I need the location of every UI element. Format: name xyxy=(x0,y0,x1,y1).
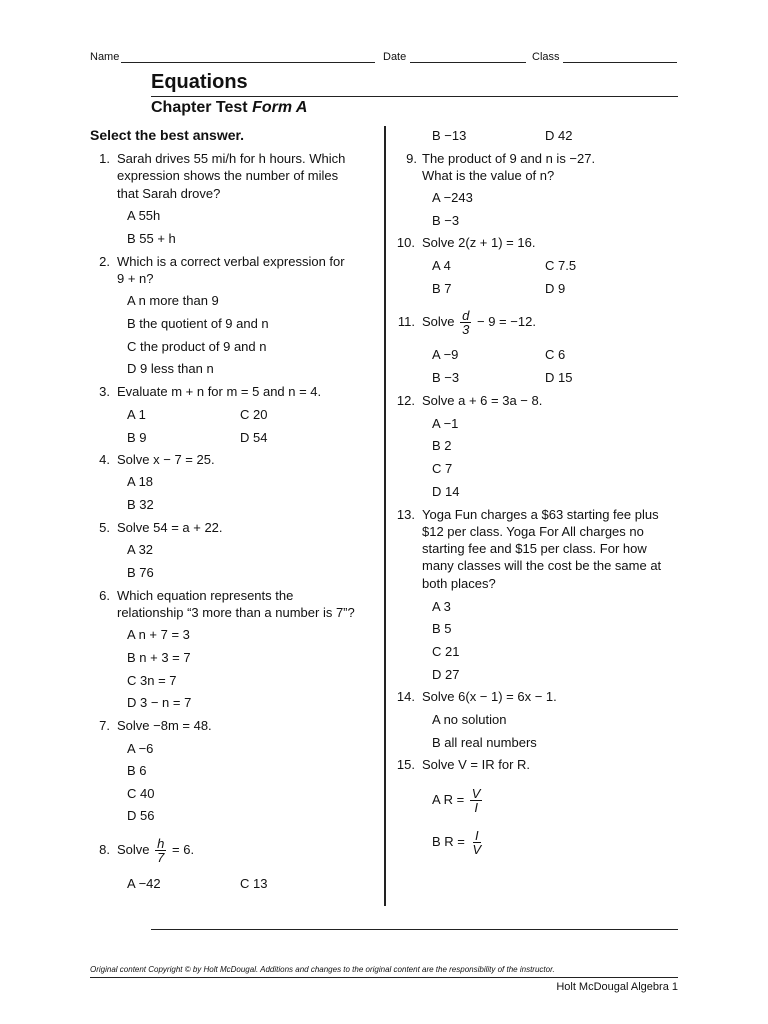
question-text: 9 + n? xyxy=(117,271,154,286)
answer-choice[interactable]: A 4 xyxy=(432,258,451,273)
question-text: Yoga Fun charges a $63 starting fee plus xyxy=(422,507,659,522)
answer-choice[interactable]: D 9 less than n xyxy=(127,361,214,376)
class-label: Class xyxy=(532,51,560,63)
answer-choice[interactable]: B 5 xyxy=(432,621,452,636)
question-number: 2. xyxy=(99,254,110,269)
answer-choice[interactable]: C 40 xyxy=(127,786,155,801)
instructions: Select the best answer. xyxy=(90,127,245,143)
fraction xyxy=(155,837,166,864)
question-text: Solve x − 7 = 25. xyxy=(117,452,215,467)
page-subtitle xyxy=(151,99,307,117)
question-number: 6. xyxy=(99,588,110,603)
answer-choice[interactable]: C 13 xyxy=(240,876,268,891)
question-number: 12. xyxy=(396,393,415,408)
answer-choice[interactable]: C 7 xyxy=(432,461,453,476)
name-label: Name xyxy=(90,51,120,63)
answer-choice[interactable]: B −13 xyxy=(432,128,467,143)
question-number: 9. xyxy=(406,151,417,166)
publisher-label: Holt McDougal Algebra 1 xyxy=(556,981,678,993)
date-blank[interactable] xyxy=(410,62,526,63)
answer-choice[interactable]: C 3n = 7 xyxy=(127,673,177,688)
answer-choice[interactable]: B 32 xyxy=(127,497,154,512)
answer-choice[interactable]: D 56 xyxy=(127,808,155,823)
answer-choice[interactable]: C 20 xyxy=(240,407,268,422)
question-text: The product of 9 and n is −27. xyxy=(422,151,596,166)
question-number: 3. xyxy=(99,384,110,399)
question-text: What is the value of n? xyxy=(422,168,555,183)
question-number: 8. xyxy=(99,842,110,857)
answer-choice[interactable]: A 55h xyxy=(127,208,161,223)
question-text: Evaluate m + n for m = 5 and n = 4. xyxy=(117,384,322,399)
question-number: 15. xyxy=(396,757,415,772)
answer-choice[interactable]: B 2 xyxy=(432,438,452,453)
question-text: both places? xyxy=(422,576,496,591)
question-prefix: Solve xyxy=(422,314,455,329)
question-number: 14. xyxy=(396,689,415,704)
answer-choice[interactable]: D 42 xyxy=(545,128,573,143)
question-text: Solve 54 = a + 22. xyxy=(117,520,223,535)
answer-choice[interactable]: B the quotient of 9 and n xyxy=(127,316,269,331)
fraction-denominator: V xyxy=(472,841,482,857)
question-number: 5. xyxy=(99,520,110,535)
question-text: starting fee and $15 per class. For how xyxy=(422,541,647,556)
fraction xyxy=(471,829,484,856)
choice-label: A R = xyxy=(432,792,465,807)
answer-choice[interactable]: A −1 xyxy=(432,416,459,431)
question-text: Solve −8m = 48. xyxy=(117,718,212,733)
answer-choice[interactable]: A −42 xyxy=(127,876,161,891)
fraction-numerator: d xyxy=(462,307,470,323)
question-number: 1. xyxy=(99,151,110,166)
question-suffix: = 6. xyxy=(172,842,195,857)
question-text: Solve a + 6 = 3a − 8. xyxy=(422,393,543,408)
question-text: many classes will the cost be the same at xyxy=(422,558,662,573)
answer-choice[interactable]: B 6 xyxy=(127,763,147,778)
question-text: $12 per class. Yoga For All charges no xyxy=(422,524,644,539)
footer-rule-bottom xyxy=(90,977,678,978)
answer-choice[interactable]: C 7.5 xyxy=(545,258,577,273)
answer-choice[interactable] xyxy=(432,783,484,817)
question-text: that Sarah drove? xyxy=(117,186,221,201)
page-title: Equations xyxy=(151,71,248,93)
subtitle-form: Form A xyxy=(252,99,308,116)
answer-choice[interactable]: A n more than 9 xyxy=(127,293,219,308)
answer-choice[interactable]: D 14 xyxy=(432,484,460,499)
question-text: Solve 2(z + 1) = 16. xyxy=(422,235,536,250)
fraction-denominator: 7 xyxy=(157,849,165,865)
question-text xyxy=(117,833,194,867)
answer-choice[interactable]: B −3 xyxy=(432,213,460,228)
answer-choice[interactable]: B n + 3 = 7 xyxy=(127,650,191,665)
question-text: Sarah drives 55 mi/h for h hours. Which xyxy=(117,151,346,166)
fraction xyxy=(460,309,471,336)
answer-choice[interactable]: D 54 xyxy=(240,430,268,445)
fraction xyxy=(470,787,483,814)
question-number: 11. xyxy=(397,314,415,329)
subtitle-prefix: Chapter Test xyxy=(151,99,248,116)
question-suffix: − 9 = −12. xyxy=(477,314,536,329)
column-divider xyxy=(384,126,386,906)
answer-choice[interactable]: D 9 xyxy=(545,281,566,296)
answer-choice[interactable]: B −3 xyxy=(432,370,460,385)
title-rule xyxy=(151,96,678,97)
answer-choice[interactable]: A −6 xyxy=(127,741,154,756)
answer-choice[interactable]: C 21 xyxy=(432,644,460,659)
answer-choice[interactable]: D 27 xyxy=(432,667,460,682)
name-blank[interactable] xyxy=(121,62,375,63)
fraction-numerator: V xyxy=(471,785,481,801)
answer-choice[interactable]: A n + 7 = 3 xyxy=(127,627,190,642)
answer-choice[interactable]: B 55 + h xyxy=(127,231,176,246)
fraction-numerator: I xyxy=(475,827,479,843)
fraction-numerator: h xyxy=(157,835,165,851)
answer-choice[interactable]: C 6 xyxy=(545,347,566,362)
answer-choice[interactable]: A −243 xyxy=(432,190,473,205)
answer-choice[interactable]: D 15 xyxy=(545,370,573,385)
answer-choice[interactable]: A 3 xyxy=(432,599,451,614)
question-prefix: Solve xyxy=(117,842,150,857)
copyright-notice: Original content Copyright © by Holt McDougal. Additions and changes to the original content are the responsibility of the instructor. xyxy=(90,965,555,974)
answer-choice[interactable]: B 76 xyxy=(127,565,154,580)
question-number: 10. xyxy=(396,235,415,250)
footer-rule-top xyxy=(151,929,678,930)
class-blank[interactable] xyxy=(563,62,677,63)
choice-label: B R = xyxy=(432,834,465,849)
answer-choice[interactable]: B 9 xyxy=(127,430,147,445)
question-text: relationship “3 more than a number is 7”? xyxy=(117,605,355,620)
question-number: 7. xyxy=(99,718,110,733)
answer-choice[interactable]: B 7 xyxy=(432,281,452,296)
answer-choice[interactable]: A no solution xyxy=(432,712,507,727)
answer-choice[interactable]: D 3 − n = 7 xyxy=(127,695,192,710)
answer-choice[interactable]: C the product of 9 and n xyxy=(127,339,267,354)
question-text: Solve 6(x − 1) = 6x − 1. xyxy=(422,689,557,704)
answer-choice[interactable]: A −9 xyxy=(432,347,459,362)
question-text: expression shows the number of miles xyxy=(117,168,339,183)
answer-choice[interactable]: A 32 xyxy=(127,542,154,557)
answer-choice[interactable]: A 1 xyxy=(127,407,146,422)
question-text: Solve V = IR for R. xyxy=(422,757,531,772)
question-text xyxy=(422,305,536,339)
question-number: 4. xyxy=(99,452,110,467)
fraction-denominator: I xyxy=(474,799,478,815)
question-text: Which equation represents the xyxy=(117,588,294,603)
question-text: Which is a correct verbal expression for xyxy=(117,254,345,269)
answer-choice[interactable]: A 18 xyxy=(127,474,154,489)
fraction-denominator: 3 xyxy=(462,321,470,337)
date-label: Date xyxy=(383,51,407,63)
answer-choice[interactable]: B all real numbers xyxy=(432,735,537,750)
answer-choice[interactable] xyxy=(432,825,485,859)
question-number: 13. xyxy=(396,507,415,522)
